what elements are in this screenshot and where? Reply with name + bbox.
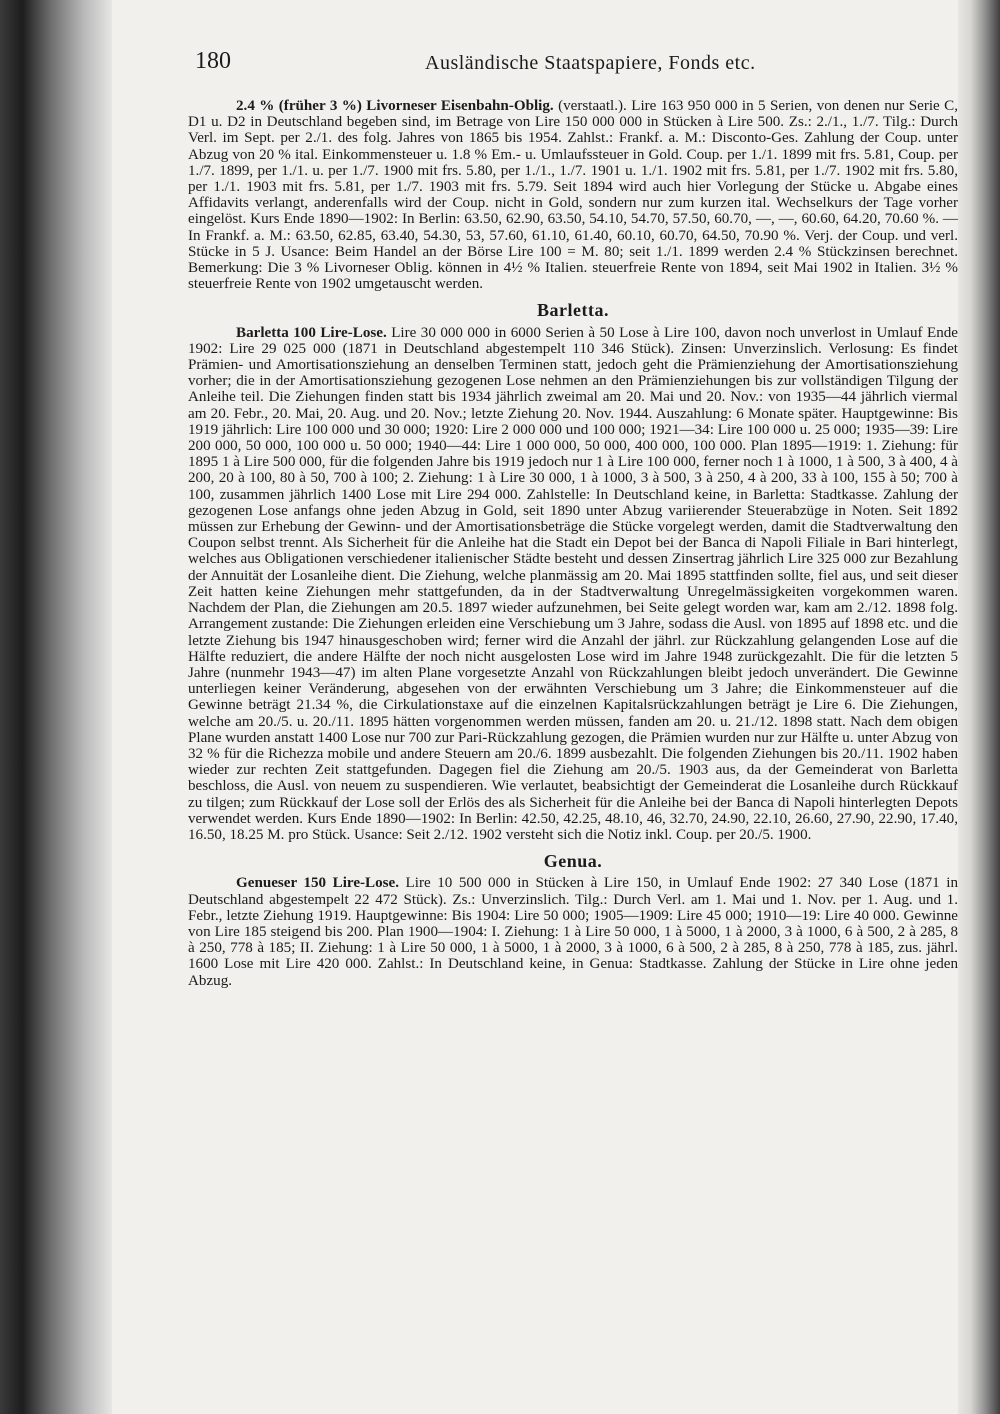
page-number: 180 bbox=[195, 48, 231, 74]
entry-heading: 2.4 % (früher 3 %) Livorneser Eisenbahn-Oblig. bbox=[236, 98, 554, 114]
book-page bbox=[140, 40, 960, 1390]
section-livorneser bbox=[188, 98, 958, 292]
section-genua bbox=[188, 853, 958, 989]
section-title-genua: Genua. bbox=[543, 851, 603, 872]
scan-left-margin bbox=[0, 0, 112, 1414]
page-header bbox=[140, 48, 960, 82]
paragraph-livorneser bbox=[188, 98, 958, 292]
page-content bbox=[188, 96, 958, 989]
entry-text: Lire 30 000 000 in 6000 Serien à 50 Lose à Lire 100, davon noch unverlost in Umlauf Ende 1902: Lire 29 025 000 (1871 in Deutschland abgestempelt 110 346 Stück). Zinsen: Unverzinslich. Verlosung: Es findet Prämien- und Amortisationsziehung an denselben Terminen statt, jedoch geht die Prämienziehung der Amortisationsziehung vorher; die in der Amortisationsziehung gezogenen Lose nehmen an den Prämienziehungen bis zur vollständigen Tilgung der Anleihe teil. Die Ziehungen finden statt bis 1934 jährlich zweimal am 20. Mai und 20. Nov.: von 1935—44 jährlich viermal am 20. Febr., 20. Mai, 20. Aug. und 20. Nov.; letzte Ziehung 20. Nov. 1944. Auszahlung: 6 Monate später. Hauptgewinne: Bis 1919 jährlich: Lire 100 000 und 30 000; 1920: Lire 2 000 000 und 100 000; 1921—34: Lire 100 000 u. 25 000; 1935—39: Lire 200 000, 50 000, 100 000 u. 50 000; 1940—44: Lire 1 000 000, 50 000, 400 000, 100 000. Plan 1895—1919: 1. Ziehung: für 1895 1 à Lire 500 000, für die folgenden Jahre bis 1919 jedoch nur 1 à Lire 100 000, ferner noch 1 à 1000, 1 à 500, 3 à 400, 4 à 200, 20 à 100, 80 à 50, 700 à 100; 2. Ziehung: 1 à Lire 30 000, 1 à 1000, 3 à 500, 3 à 250, 4 à 200, 33 à 100, 155 à 50; 700 à 100, zusammen jährlich 1400 Lose mit Lire 294 000. Zahlstelle: In Deutschland keine, in Barletta: Stadtkasse. Zahlung der gezogenen Lose anfangs ohne jeden Abzug in Gold, seit 1890 unter Abzug variierender Steuerabzüge in Noten. Seit 1892 müssen zur Erhebung der Gewinn- und der Amortisationsbeträge die Stücke vorgelegt werden, damit die Stadtverwaltung den Coupon selbst trennt. Als Sicherheit für die Anleihe hat die Stadt ein Depot bei der Banca di Napoli Filiale in Bari hinterlegt, welches aus Obligationen verschiedener italienischer Städte besteht und dessen Zinsertrag jährlich Lire 325 000 zur Bezahlung der Annuität der Losanleihe dient. Die Ziehung, welche planmässig am 20. Mai 1895 stattfinden sollte, fiel aus, und seit dieser Zeit hatten keine Ziehungen mehr stattgefunden, da in der Stadtverwaltung Unregelmässigkeiten vorgekommen waren. Nachdem der Plan, die Ziehungen am 20.5. 1897 wieder aufzunehmen, bei Seite gelegt worden war, kam am 2./12. 1898 folg. Arrangement zustande: Die Ziehungen erleiden eine Verschiebung um 3 Jahre, sodass die Ausl. von 1895 auf 1898 etc. und die letzte Ziehung bis 1947 hinausgeschoben wird; ferner wird die Anzahl der jährl. zur Rückzahlung gelangenden Lose auf die Hälfte reduziert, die andere Hälfte der noch nicht ausgelosten Lose wird im Jahre 1948 zurückgezahlt. Die für die letzten 5 Jahre (nunmehr 1943—47) im alten Plane vorgesetzte Anzahl von Rückzahlungen bleibt jedoch unverändert. Die Gewinne unterliegen keiner Veränderung, abgesehen von der erwähnten Verschiebung um 3 Jahre; die Einkommensteuer auf die Gewinne beträgt 21.34 %, die Cirkulationstaxe auf die einzelnen Kapitalsrückzahlungen beträgt je Lire 6. Die Ziehungen, welche am 20./5. u. 20./11. 1895 hätten vorgenommen werden müssen, fanden am 20. u. 21./12. 1898 statt. Nach dem obigen Plane wurden anstatt 1400 Lose nur 700 zur Pari-Rückzahlung gezogen, die Prämien wurden nur zur Hälfte u. unter Abzug von 32 % für die Richezza mobile und andere Steuern am 20./6. 1899 ausbezahlt. Die folgenden Ziehungen bis 20./11. 1902 haben wieder zur rechten Zeit stattgefunden. Dagegen fiel die Ziehung am 20./5. 1903 aus, da der Gemeinderat von Barletta beschloss, die Ausl. von neuem zu suspendieren. Wie verlautet, beabsichtigt der Gemeinderat die Losanleihe durch Rückkauf zu tilgen; zum Rückkauf der Lose soll der Erlös des als Sicherheit für die Anleihe bei der Banca di Napoli hinterlegten Depots verwendet werden. Kurs Ende 1890—1902: In Berlin: 42.50, 42.25, 48.10, 46, 32.70, 24.90, 22.10, 26.60, 27.90, 22.90, 17.40, 16.50, 18.25 M. pro Stück. Usance: Seit 2./12. 1902 versteht sich die Notiz inkl. Coup. per 20./5. 1900. bbox=[188, 324, 958, 843]
entry-text: Lire 10 500 000 in Stücken à Lire 150, in Umlauf Ende 1902: 27 340 Lose (1871 in Deutschland abgestempelt 22 472 Stück). Zs.: Unverzinslich. Tilg.: Durch Verl. am 1. Mai und 1. Nov. per 1. Aug. und 1. Febr., letzte Ziehung 1919. Hauptgewinne: Bis 1904: Lire 50 000; 1905—1909: Lire 45 000; 1910—19: Lire 40 000. Gewinne von Lire 185 steigend bis 200. Plan 1900—1904: I. Ziehung: 1 à Lire 50 000, 1 à 5000, 1 à 2000, 3 à 1000, 6 à 500, 2 à 285, 8 à 250, 778 à 185; II. Ziehung: 1 à Lire 50 000, 1 à 5000, 1 à 2000, 3 à 1000, 6 à 500, 2 à 285, 8 à 250, 778 à 185, zus. jährl. 1600 Lose mit Lire 420 000. Zahlst.: In Deutschland keine, in Genua: Stadtkasse. Zahlung der Stücke in Lire ohne jeden Abzug. bbox=[188, 875, 958, 989]
entry-heading: Genueser 150 Lire-Lose. bbox=[236, 875, 400, 892]
entry-heading: Barletta 100 Lire-Lose. bbox=[236, 324, 387, 341]
section-title-barletta: Barletta. bbox=[537, 300, 609, 321]
paragraph-barletta bbox=[188, 325, 958, 844]
section-barletta bbox=[188, 302, 958, 843]
scan-right-margin bbox=[958, 0, 1000, 1414]
entry-text: (verstaatl.). Lire 163 950 000 in 5 Serien, von denen nur Serie C, D1 u. D2 in Deutschland begeben sind, im Betrage von Lire 150 000 000 in Stücken à Lire 500. Zs.: 2./1., 1./7. Tilg.: Durch Verl. im Sept. per 2./1. des folg. Jahres von 1865 bis 1954. Zahlst.: Frankf. a. M.: Disconto-Ges. Zahlung der Coup. unter Abzug von 20 % ital. Einkommensteuer u. 1.8 % Em.- u. Umlaufssteuer in Gold. Coup. per 1./1. 1899 mit frs. 5.81, Coup. per 1./7. 1899, per 1./1. u. per 1./7. 1900 mit frs. 5.80, per 1./1., 1./7. 1901 u. 1./1. 1902 mit frs. 5.81, per 1./7. 1902 mit frs. 5.80, per 1./1. 1903 mit frs. 5.81, per 1./7. 1903 mit frs. 5.79. Seit 1894 wird auch hier Vorlegung der Stücke u. Abgabe eines Affidavits verlangt, anderenfalls wird der Coup. nicht in Gold, sondern nur zum kurzen ital. Wechselkurs der Tage vorher eingelöst. Kurs Ende 1890—1902: In Berlin: 63.50, 62.90, 63.50, 54.10, 54.70, 57.50, 60.70, —, —, 60.60, 64.20, 70.60 %. — In Frankf. a. M.: 63.50, 62.85, 63.40, 54.30, 53, 57.60, 61.10, 61.40, 60.10, 60.70, 64.50, 70.90 %. Verj. der Coup. und verl. Stücke in 5 J. Usance: Beim Handel an der Börse Lire 100 = M. 80; seit 1./1. 1899 werden 2.4 % Stückzinsen berechnet. Bemerkung: Die 3 % Livorneser Oblig. können in 4½ % Italien. steuerfreie Rente von 1894, seit Mai 1902 in Italien. 3½ % steuerfreie Rente von 1902 umgetauscht werden. bbox=[188, 98, 958, 293]
running-head: Ausländische Staatspapiere, Fonds etc. bbox=[425, 52, 756, 74]
paragraph-genua bbox=[188, 875, 958, 988]
